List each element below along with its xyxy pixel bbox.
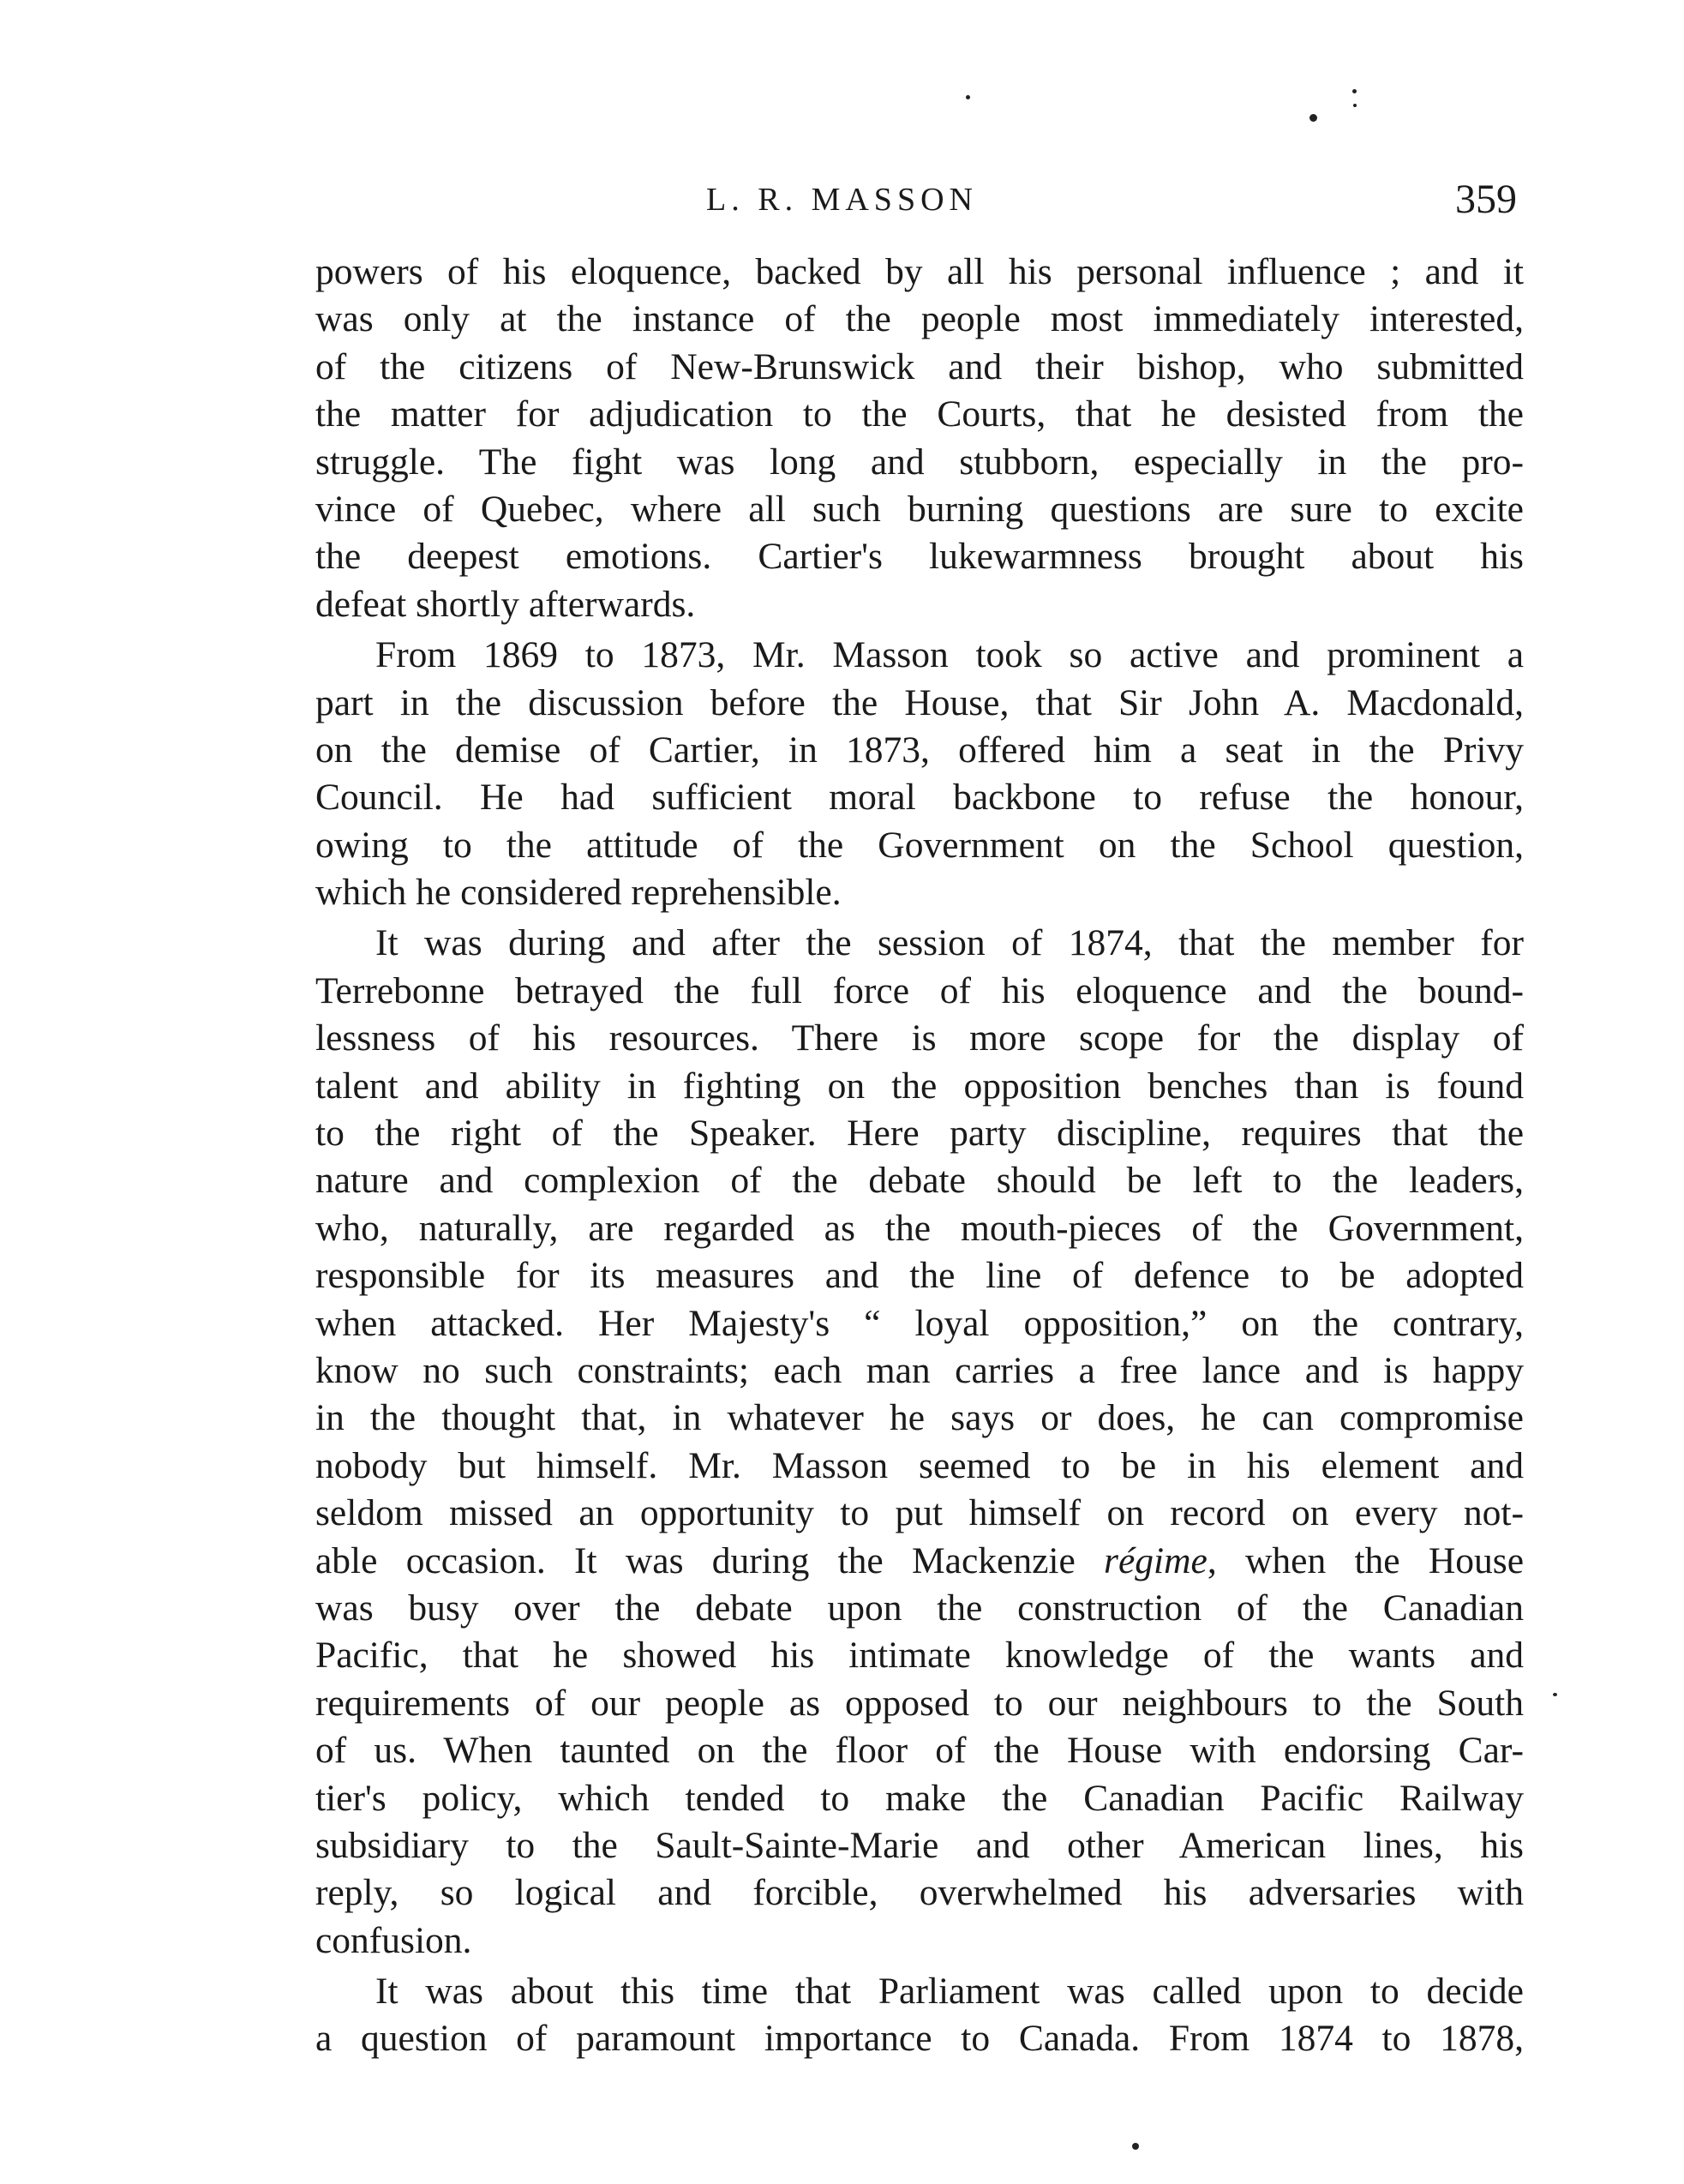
running-title: L. R. MASSON: [706, 182, 978, 218]
text-line: Terrebonne betrayed the full force of his eloquence and the bound-: [315, 969, 1524, 1011]
text-line: tier's policy, which tended to make the Canadian Pacific Railway: [315, 1777, 1524, 1819]
page-number: 359: [1455, 177, 1517, 222]
paragraph: [315, 632, 1524, 916]
text-line: of us. When taunted on the floor of the House with endorsing Car-: [315, 1730, 1524, 1772]
text-line: defeat shortly afterwards.: [315, 583, 696, 625]
ink-speck: [1553, 1693, 1557, 1696]
text-line: powers of his eloquence, backed by all his personal influence ; and it: [315, 251, 1524, 292]
ink-speck: [1352, 89, 1357, 93]
text-line: responsible for its measures and the line of defence to be adopted: [315, 1255, 1524, 1297]
body-text: [315, 249, 1524, 2063]
text-line: who, naturally, are regarded as the mouth-pieces of the Government,: [315, 1207, 1524, 1249]
text-line: able occasion. It was during the Mackenzie régime, when the House: [315, 1539, 1525, 1581]
text-line: a question of paramount importance to Canada. From 1874 to 1878,: [315, 2018, 1524, 2060]
italic-word: régime: [1104, 1539, 1208, 1581]
text-line: talent and ability in fighting on the opposition benches than is found: [315, 1065, 1524, 1107]
text-line: seldom missed an opportunity to put himself on record on every not-: [315, 1492, 1524, 1534]
text-line: It was about this time that Parliament was called upon to decide: [375, 1971, 1524, 2013]
text-line: on the demise of Cartier, in 1873, offered him a seat in the Privy: [315, 729, 1524, 771]
text-line: It was during and after the session of 1874, that the member for: [375, 922, 1524, 964]
text-line: Pacific, that he showed his intimate knowledge of the wants and: [315, 1635, 1524, 1677]
text-line: of the citizens of New-Brunswick and their bishop, who submitted: [315, 345, 1524, 387]
text-line: the matter for adjudication to the Courts, that he desisted from the: [315, 393, 1524, 435]
text-line: subsidiary to the Sault-Sainte-Marie and other American lines, his: [315, 1824, 1524, 1866]
text-line: owing to the attitude of the Government on the School question,: [315, 824, 1524, 866]
text-line: part in the discussion before the House, that Sir John A. Macdonald,: [315, 681, 1524, 723]
text-line: know no such constraints; each man carries a free lance and is happy: [315, 1349, 1524, 1391]
text-line: when attacked. Her Majesty's “ loyal opposition,” on the contrary,: [315, 1302, 1524, 1344]
paragraph: [315, 249, 1524, 628]
text-line: was busy over the debate upon the construction of the Canadian: [315, 1587, 1524, 1629]
text-line: vince of Quebec, where all such burning questions are sure to excite: [315, 488, 1524, 530]
text-line: in the thought that, in whatever he says or does, he can compromise: [315, 1397, 1524, 1439]
paragraph: [315, 920, 1524, 1965]
text-line: reply, so logical and forcible, overwhelmed his adversaries with: [315, 1872, 1524, 1914]
text-line: From 1869 to 1873, Mr. Masson took so active and prominent a: [375, 634, 1524, 676]
text-line: requirements of our people as opposed to our neighbours to the South: [315, 1682, 1524, 1724]
text-line: struggle. The fight was long and stubborn, especially in the pro-: [315, 441, 1524, 483]
text-line: to the right of the Speaker. Here party discipline, requires that the: [315, 1113, 1524, 1155]
text-line: nature and complexion of the debate should be left to the leaders,: [315, 1160, 1524, 1202]
text-line: nobody but himself. Mr. Masson seemed to be in his element and: [315, 1444, 1524, 1486]
text-line: the deepest emotions. Cartier's lukewarmness brought about his: [315, 536, 1524, 578]
paragraph: [315, 1968, 1524, 2063]
text-line: lessness of his resources. There is more scope for the display of: [315, 1017, 1524, 1059]
ink-speck: [1309, 114, 1317, 122]
ink-speck: [1132, 2143, 1139, 2150]
text-line: which he considered reprehensible.: [315, 872, 842, 914]
text-line: Council. He had sufficient moral backbone to refuse the honour,: [315, 777, 1524, 819]
text-line: was only at the instance of the people most immediately interested,: [315, 298, 1524, 340]
ink-speck: [966, 95, 970, 99]
running-head: [0, 176, 1684, 227]
text-line: confusion.: [315, 1919, 472, 1961]
ink-speck: [1353, 104, 1357, 107]
